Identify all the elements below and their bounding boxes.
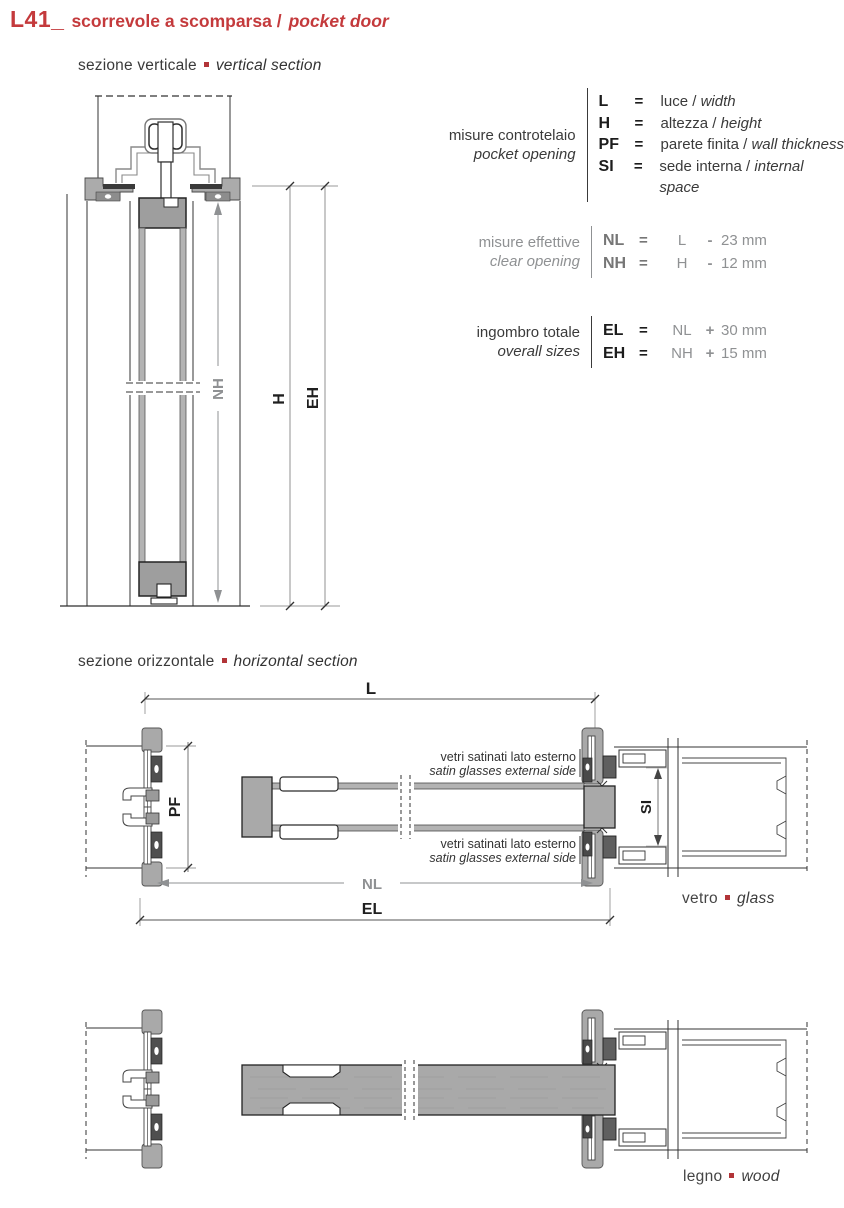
red-square-bullet	[204, 62, 209, 67]
dim-label-si: SI	[638, 799, 655, 815]
dim-label-l: L	[365, 679, 377, 698]
dimension-si	[638, 768, 668, 846]
hanger	[158, 122, 173, 162]
flush-handle	[280, 777, 338, 791]
glass-material-label: vetro glass	[682, 890, 775, 907]
glass-door-leaf	[242, 773, 615, 841]
svg-text:satin glasses external side: satin glasses external side	[429, 851, 576, 865]
legend-row: NL = L - 23 mm	[603, 232, 767, 249]
satin-glass-annotation	[429, 749, 580, 865]
dimension-nl	[157, 876, 593, 893]
svg-text:vetri satinati lato esterno: vetri satinati lato esterno	[440, 750, 576, 764]
floor-guide	[157, 584, 171, 597]
product-code: L41_	[10, 6, 65, 32]
flush-handle	[283, 1065, 340, 1077]
dimension-pf	[166, 742, 196, 872]
dim-label-nh: NH	[210, 378, 227, 400]
legend-row: PF = parete finita / wall thickness	[598, 136, 844, 153]
legend-row: H = altezza / height	[598, 114, 762, 132]
legend-clear-opening	[358, 226, 767, 278]
legend-group-label: ingombro totale overall sizes	[476, 324, 580, 360]
horizontal-section-label: sezione orizzontale horizontal section	[78, 653, 358, 670]
title-italian: scorrevole a scomparsa /	[71, 11, 282, 31]
svg-text:satin glasses external side: satin glasses external side	[429, 764, 576, 778]
vertical-section-drawing	[55, 85, 355, 615]
flush-handle	[280, 825, 338, 839]
door-stile	[242, 777, 272, 837]
dim-label-h: H	[271, 393, 288, 405]
legend-overall-sizes	[358, 316, 767, 368]
page-title	[10, 6, 389, 33]
legend-group-label: misure effettive clear opening	[478, 234, 580, 270]
door-panel-section	[126, 198, 200, 604]
left-jamb	[86, 728, 162, 886]
red-square-bullet	[725, 895, 730, 900]
legend-row: SI = sede interna / internal space	[598, 157, 804, 196]
vertical-section-label: sezione verticale vertical section	[78, 57, 322, 74]
left-jamb	[86, 1010, 162, 1168]
wood-door-leaf	[242, 1058, 615, 1122]
door-stile	[584, 786, 615, 828]
legend-row: NH = H - 12 mm	[603, 255, 767, 272]
svg-text:vetri satinati lato esterno: vetri satinati lato esterno	[440, 837, 576, 851]
wood-door-section	[86, 1010, 807, 1168]
legend-row: EL = NL + 30 mm	[603, 322, 767, 339]
dimension-el	[136, 888, 614, 926]
dimension-l	[141, 679, 599, 740]
legend-pocket-opening	[358, 88, 844, 202]
dim-label-el: EL	[361, 901, 383, 918]
red-square-bullet	[222, 658, 227, 663]
dim-label-pf: PF	[167, 796, 184, 818]
wood-material-label: legno wood	[683, 1168, 780, 1185]
dim-label-eh: EH	[305, 386, 322, 410]
hanger-rod	[161, 162, 171, 202]
dimension-nh	[209, 202, 227, 603]
red-square-bullet	[729, 1173, 734, 1178]
legend-row: EH = NH + 15 mm	[603, 345, 767, 362]
dimension-h-eh	[252, 182, 338, 610]
title-english: pocket door	[288, 11, 389, 31]
glass-door-section	[86, 679, 807, 926]
legend-group-label: misure controtelaio pocket opening	[448, 126, 576, 163]
flush-handle	[283, 1103, 340, 1115]
dim-label-nl: NL	[362, 876, 382, 893]
legend-row: L = luce / width	[598, 93, 736, 110]
horizontal-section-drawing	[60, 672, 844, 1208]
